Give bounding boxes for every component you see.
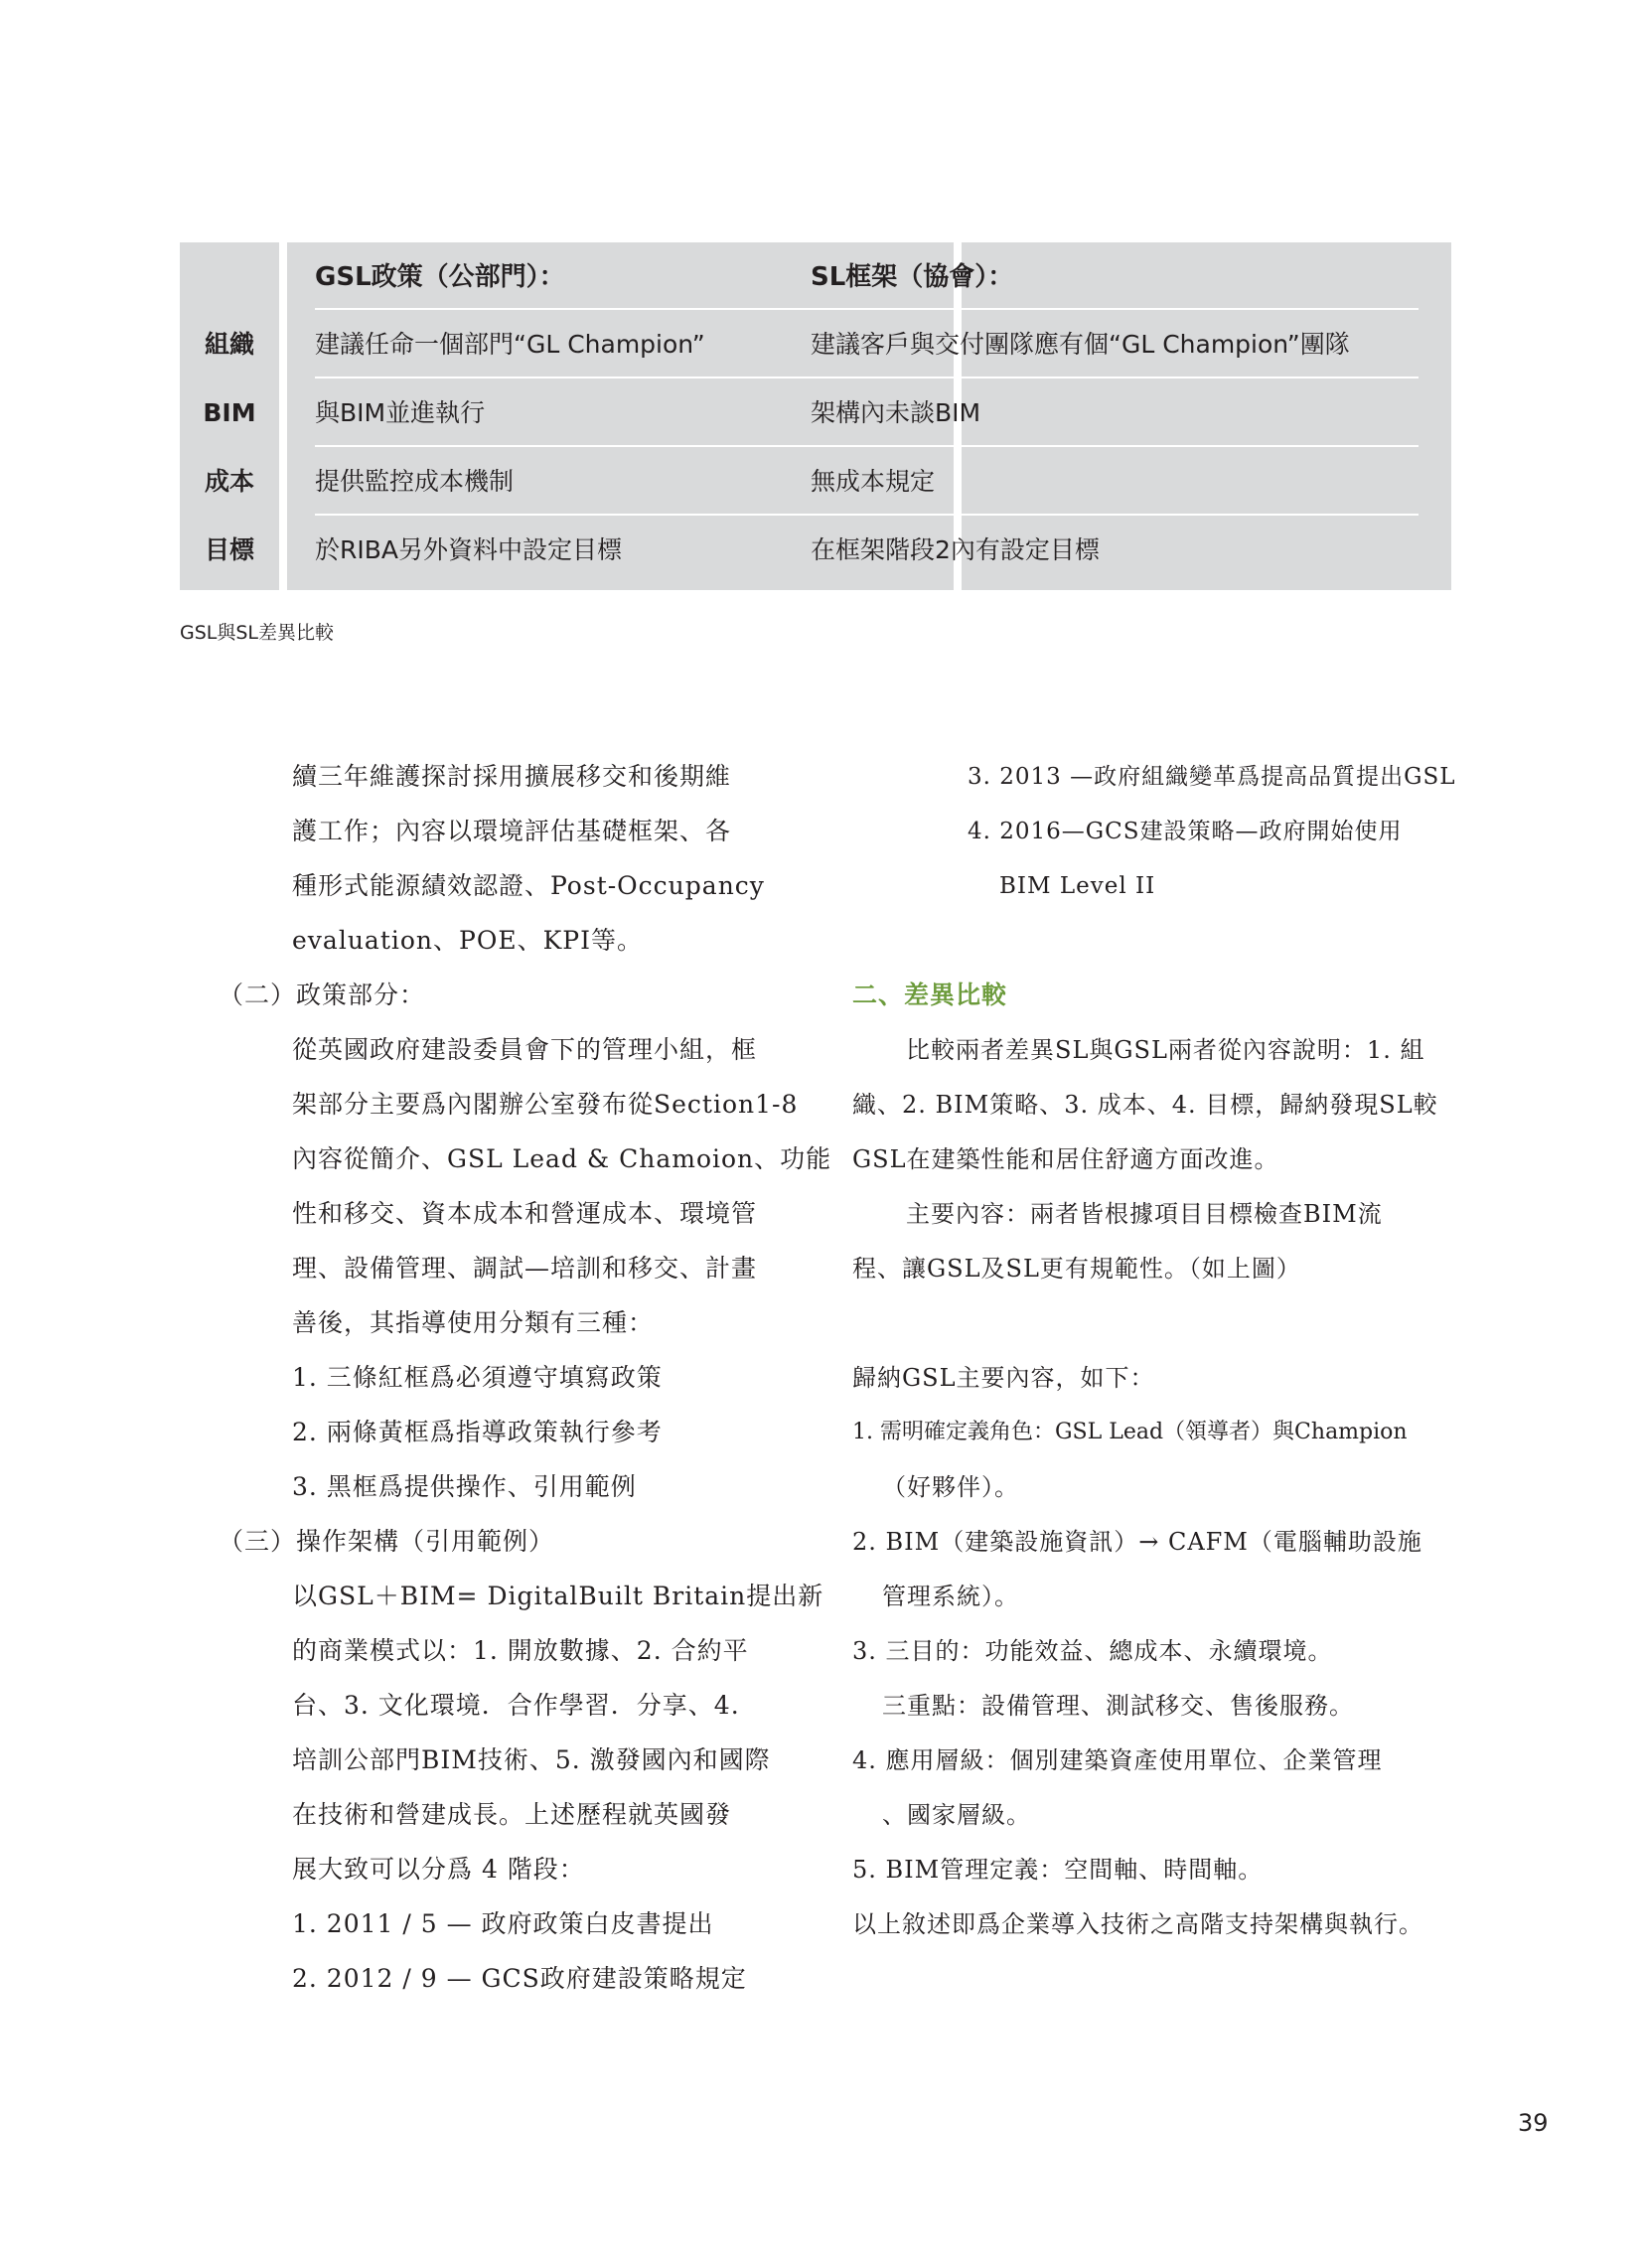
section-heading: （二）政策部分： (219, 981, 426, 1009)
page-number: 39 (1518, 2109, 1549, 2137)
list-item: 1. 需明確定義角色：GSL Lead（領導者）與Champion (852, 1420, 1408, 1444)
gsl-cell: 建議任命一個部門“GL Champion” (315, 330, 705, 359)
table-caption: GSL與SL差異比較 (180, 622, 335, 644)
paragraph-line: 主要內容：兩者皆根據項目目標檢查BIM流 (906, 1200, 1383, 1228)
paragraph-line: 內容從簡介、GSL Lead & Chamoion、功能 (292, 1144, 832, 1173)
paragraph-line: 從英國政府建設委員會下的管理小組，框 (292, 1035, 758, 1064)
section-heading-comparison: 二、差異比較 (852, 981, 1008, 1009)
gsl-cell: 與BIM並進執行 (315, 398, 486, 427)
list-item: 管理系統）。 (882, 1583, 1019, 1610)
list-item: 2. 兩條黃框爲指導政策執行參考 (292, 1418, 663, 1446)
list-item: 2. BIM（建築設施資訊）→ CAFM（電腦輔助設施 (852, 1528, 1422, 1556)
list-item: 3. 黑框爲提供操作、引用範例 (292, 1472, 637, 1501)
paragraph-line: 培訓公部門BIM技術、5. 激發國內和國際 (292, 1745, 771, 1774)
paragraph-line: 續三年維護探討採用擴展移交和後期維 (292, 762, 732, 791)
row-label-bim: BIM (203, 398, 256, 427)
list-item: 2. 2012 / 9 — GCS政府建設策略規定 (292, 1964, 747, 1993)
paragraph-line: 理、設備管理、調試—培訓和移交、計畫 (292, 1254, 758, 1283)
list-item: 1. 2011 / 5 — 政府政策白皮書提出 (292, 1909, 714, 1938)
list-item: 3. 2013 —政府組織變革爲提高品質提出GSL (968, 764, 1456, 790)
paragraph-line: 歸納GSL主要內容，如下： (852, 1364, 1155, 1392)
list-item: 、國家層級。 (882, 1801, 1031, 1829)
section-heading: （三）操作架構（引用範例） (219, 1527, 555, 1556)
paragraph-line: 護工作；內容以環境評估基礎框架、各 (292, 817, 732, 845)
gsl-column-header: GSL政策（公部門）： (315, 262, 565, 292)
paragraph-line: 在技術和營建成長。上述歷程就英國發 (292, 1800, 732, 1829)
gsl-cell: 於RIBA另外資料中設定目標 (315, 535, 622, 564)
paragraph-line: 架部分主要爲內閣辦公室發布從Section1-8 (292, 1090, 799, 1119)
sl-cell: 在框架階段2內有設定目標 (811, 535, 1100, 564)
list-item: （好夥伴）。 (882, 1473, 1019, 1501)
paragraph-line: 台、3. 文化環境．合作學習．分享、4. (292, 1691, 740, 1720)
paragraph-line: evaluation、POE、KPI等。 (292, 926, 643, 955)
list-item: 5. BIM管理定義：空間軸、時間軸。 (852, 1856, 1264, 1884)
list-item: 1. 三條紅框爲必須遵守填寫政策 (292, 1363, 663, 1392)
paragraph-line: 比較兩者差異SL與GSL兩者從內容說明：1. 組 (906, 1036, 1425, 1064)
paragraph-line: 程、讓GSL及SL更有規範性。（如上圖） (852, 1255, 1301, 1283)
sl-column-header: SL框架（協會）： (811, 262, 1014, 292)
paragraph-line: GSL在建築性能和居住舒適方面改進。 (852, 1145, 1279, 1173)
paragraph-line: 織、2. BIM策略、3. 成本、4. 目標，歸納發現SL較 (852, 1091, 1438, 1119)
list-item: 3. 三目的：功能效益、總成本、永續環境。 (852, 1637, 1333, 1665)
row-label-target: 目標 (204, 535, 254, 564)
sl-cell: 建議客戶與交付團隊應有個“GL Champion”團隊 (811, 330, 1350, 359)
row-label-organization: 組織 (204, 330, 254, 359)
paragraph-line: 的商業模式以：1. 開放數據、2. 合約平 (292, 1636, 749, 1665)
paragraph-line: 展大致可以分爲 4 階段： (292, 1855, 585, 1884)
paragraph-line: 以上敘述即爲企業導入技術之高階支持架構與執行。 (852, 1910, 1423, 1938)
sl-cell: 架構內未談BIM (811, 398, 981, 427)
list-item: BIM Level II (999, 873, 1156, 899)
list-item: 4. 應用層級：個別建築資產使用單位、企業管理 (852, 1746, 1383, 1774)
paragraph-line: 以GSL＋BIM= DigitalBuilt Britain提出新 (292, 1582, 824, 1610)
row-label-cost: 成本 (204, 467, 254, 496)
table-rule (811, 514, 1419, 516)
table-rule (811, 308, 1419, 310)
paragraph-line: 性和移交、資本成本和營運成本、環境管 (292, 1199, 758, 1228)
list-item: 三重點：設備管理、測試移交、售後服務。 (882, 1692, 1354, 1720)
table-rule (811, 445, 1419, 447)
paragraph-line: 種形式能源績效認證、Post-Occupancy (292, 871, 765, 900)
comparison-table (180, 242, 1451, 590)
list-item: 4. 2016—GCS建設策略—政府開始使用 (968, 819, 1403, 844)
gsl-cell: 提供監控成本機制 (315, 467, 515, 496)
paragraph-line: 善後，其指導使用分類有三種： (292, 1308, 655, 1337)
table-rule (811, 377, 1419, 378)
sl-cell: 無成本規定 (811, 467, 936, 496)
